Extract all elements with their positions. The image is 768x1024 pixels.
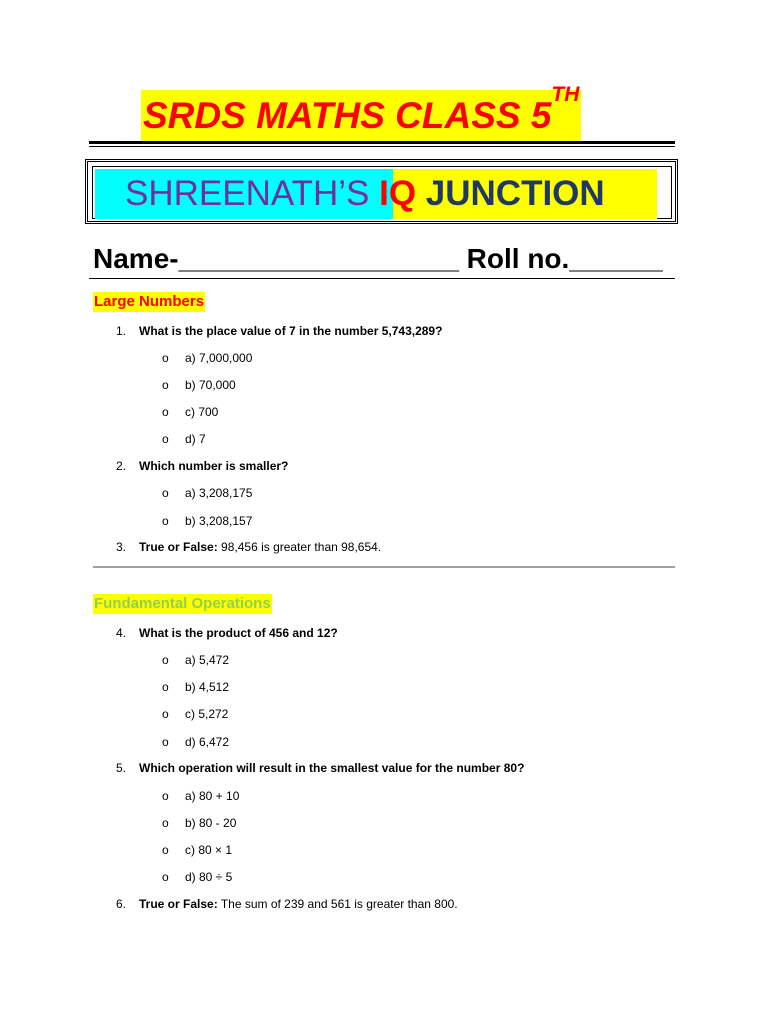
question-number: 6. [116, 897, 127, 911]
bullet-icon: o [162, 680, 169, 694]
question-3 [116, 539, 381, 555]
option [162, 815, 236, 831]
bullet-icon: o [162, 735, 169, 749]
option [162, 377, 236, 393]
title-text: SRDS MATHS CLASS 5 [143, 95, 552, 136]
bullet-icon: o [162, 432, 169, 446]
question-text: What is the product of 456 and 12? [139, 626, 338, 640]
bullet-icon: o [162, 486, 169, 500]
question-number: 1. [116, 324, 127, 338]
option-text: b) 70,000 [185, 378, 236, 392]
option-text: c) 700 [185, 405, 219, 419]
bullet-icon: o [162, 870, 169, 884]
banner-part2: IQ [379, 174, 417, 213]
question-number: 3. [116, 540, 127, 554]
option-text: a) 7,000,000 [185, 351, 253, 365]
question-1 [116, 323, 442, 339]
question-text: What is the place value of 7 in the number 5,743,289? [139, 324, 443, 338]
option [162, 350, 252, 366]
bullet-icon: o [162, 653, 169, 667]
question-text: The sum of 239 and 561 is greater than 800. [217, 897, 458, 911]
option [162, 404, 218, 420]
title-rule-top [89, 141, 675, 144]
option [162, 652, 229, 668]
option-text: d) 80 ÷ 5 [185, 870, 233, 884]
option [162, 485, 252, 501]
question-text: Which number is smaller? [139, 459, 289, 473]
option-text: d) 7 [185, 432, 206, 446]
question-6 [116, 896, 458, 912]
option [162, 734, 229, 750]
question-number: 4. [116, 626, 127, 640]
option-text: b) 80 - 20 [185, 816, 237, 830]
option-text: c) 80 × 1 [185, 843, 233, 857]
option [162, 706, 228, 722]
bullet-icon: o [162, 843, 169, 857]
option-text: a) 5,472 [185, 653, 230, 667]
bullet-icon: o [162, 789, 169, 803]
option [162, 869, 232, 885]
question-4 [116, 625, 338, 641]
option-text: a) 80 + 10 [185, 789, 240, 803]
option-text: d) 6,472 [185, 735, 230, 749]
section-divider [93, 566, 675, 568]
banner-text [125, 169, 605, 219]
question-label: True or False: [139, 540, 218, 554]
bullet-icon: o [162, 514, 169, 528]
name-roll-line: Name-__________________ Roll no.______ [93, 243, 663, 274]
bullet-icon: o [162, 405, 169, 419]
option [162, 788, 239, 804]
option-text: b) 4,512 [185, 680, 230, 694]
name-rule [89, 278, 675, 279]
option-text: a) 3,208,175 [185, 486, 253, 500]
option [162, 842, 232, 858]
section-heading-large-numbers: Large Numbers [94, 293, 205, 310]
question-5 [116, 760, 524, 776]
bullet-icon: o [162, 351, 169, 365]
document-title [141, 83, 581, 142]
question-text: 98,456 is greater than 98,654. [217, 540, 382, 554]
question-text: Which operation will result in the smallest value for the number 80? [139, 761, 525, 775]
bullet-icon: o [162, 816, 169, 830]
section-heading-fundamental-operations: Fundamental Operations [94, 595, 271, 612]
banner-part3: JUNCTION [416, 174, 605, 213]
option-text: b) 3,208,157 [185, 514, 253, 528]
option [162, 431, 206, 447]
question-2 [116, 458, 288, 474]
banner-part1: SHREENATH’S [125, 174, 380, 213]
bullet-icon: o [162, 707, 169, 721]
option [162, 679, 229, 695]
option-text: c) 5,272 [185, 707, 229, 721]
bullet-icon: o [162, 378, 169, 392]
question-number: 5. [116, 761, 127, 775]
question-label: True or False: [139, 897, 218, 911]
question-number: 2. [116, 459, 127, 473]
option [162, 513, 252, 529]
title-rule-bottom [89, 146, 675, 147]
title-superscript: TH [551, 83, 580, 106]
